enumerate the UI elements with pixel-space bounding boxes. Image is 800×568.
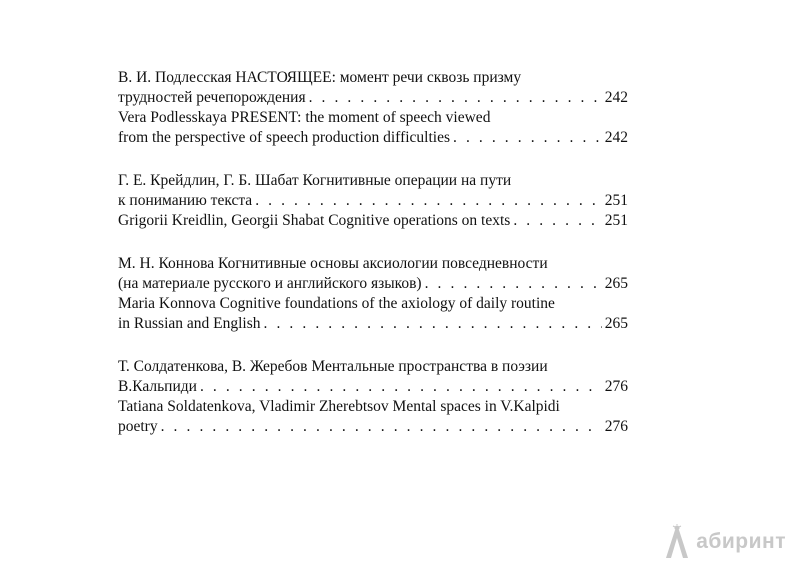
toc-line <box>118 274 628 294</box>
page-number: 251 <box>604 212 628 229</box>
toc-line <box>118 191 628 211</box>
page-number: 265 <box>604 315 628 332</box>
toc-line <box>118 108 628 128</box>
toc-line <box>118 377 628 397</box>
table-of-contents <box>118 68 628 460</box>
toc-line-text: Grigorii Kreidlin, Georgii Shabat Cognitive operations on texts <box>118 212 511 229</box>
toc-line-text: Tatiana Soldatenkova, Vladimir Zherebtsov Mental spaces in V.Kalpidi <box>118 398 560 415</box>
page-number: 242 <box>604 129 628 146</box>
toc-entry <box>118 171 628 231</box>
dot-leader <box>255 191 602 211</box>
toc-line-text: М. Н. Коннова Когнитивные основы аксиологии повседневности <box>118 255 548 272</box>
toc-line-text: Vera Podlesskaya PRESENT: the moment of speech viewed <box>118 109 491 126</box>
labirint-logo-icon <box>662 524 692 560</box>
toc-line <box>118 171 628 191</box>
toc-line <box>118 128 628 148</box>
watermark-text: абиринт <box>696 530 786 553</box>
toc-entry <box>118 254 628 334</box>
dot-leader <box>425 274 602 294</box>
toc-line-text: Т. Солдатенкова, В. Жеребов Ментальные пространства в поэзии <box>118 358 548 375</box>
toc-line <box>118 294 628 314</box>
toc-line-text: poetry <box>118 418 158 435</box>
toc-line <box>118 314 628 334</box>
page-number: 242 <box>604 89 628 106</box>
toc-line-text: трудностей речепорождения <box>118 89 306 106</box>
toc-entry <box>118 357 628 437</box>
page-number: 276 <box>604 418 628 435</box>
toc-line-text: к пониманию текста <box>118 192 253 209</box>
dot-leader <box>161 417 602 437</box>
toc-line-text: from the perspective of speech production difficulties <box>118 129 450 146</box>
toc-line-text: (на материале русского и английского языков) <box>118 275 422 292</box>
dot-leader <box>453 128 602 148</box>
dot-leader <box>309 88 602 108</box>
toc-line-text: В.Кальпиди <box>118 378 197 395</box>
dot-leader <box>200 377 602 397</box>
toc-line-text: in Russian and English <box>118 315 261 332</box>
page-number: 265 <box>604 275 628 292</box>
dot-leader <box>513 211 601 231</box>
labirint-watermark <box>662 524 786 560</box>
toc-line <box>118 254 628 274</box>
page-number: 251 <box>604 192 628 209</box>
toc-line <box>118 88 628 108</box>
toc-line-text: Maria Konnova Cognitive foundations of the axiology of daily routine <box>118 295 555 312</box>
page-number: 276 <box>604 378 628 395</box>
toc-line <box>118 357 628 377</box>
toc-line <box>118 397 628 417</box>
toc-line-text: В. И. Подлесская НАСТОЯЩЕЕ: момент речи сквозь призму <box>118 69 522 86</box>
toc-line <box>118 211 628 231</box>
toc-line-text: Г. Е. Крейдлин, Г. Б. Шабат Когнитивные операции на пути <box>118 172 512 189</box>
toc-line <box>118 68 628 88</box>
toc-line <box>118 417 628 437</box>
dot-leader <box>264 314 602 334</box>
toc-entry <box>118 68 628 148</box>
